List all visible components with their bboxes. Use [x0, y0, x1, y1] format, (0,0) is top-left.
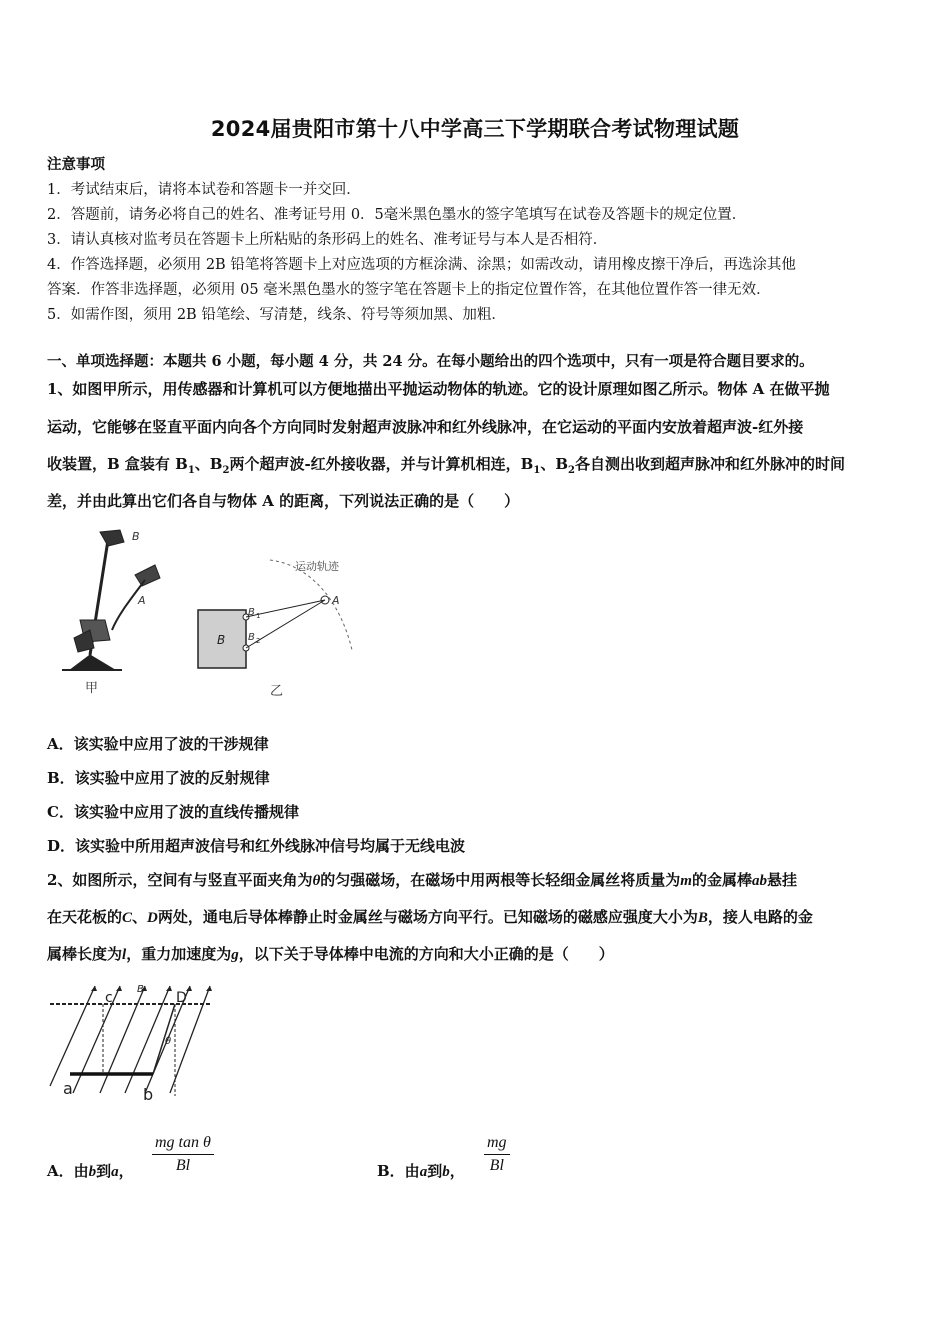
fig-label-A-jia: A: [138, 594, 146, 607]
q2-option-b-fraction: [484, 1134, 510, 1175]
q2-text-line: 2、如图所示，空间有与竖直平面夹角为θ的匀强磁场，在磁场中用两根等长轻细金属丝将质量为m的金属棒ab悬挂: [47, 871, 797, 889]
fig-label-b: b: [143, 1085, 154, 1103]
fig-label-B1-sub: 1: [256, 612, 261, 620]
q2-figure: [45, 978, 220, 1103]
q2-option-a: A．由b到a，: [47, 1162, 134, 1180]
notice-item: 4．作答选择题，必须用 2B 铅笔将答题卡上对应选项的方框涂满、涂黑；如需改动，请用橡皮擦干净后，再选涂其他: [47, 257, 796, 273]
q2-option-b: B．由a到b，: [377, 1162, 465, 1180]
q1-figure: [60, 520, 380, 705]
fraction-denominator: Bl: [175, 1157, 191, 1174]
apparatus-yi: [198, 560, 352, 668]
notice-item: 2．答题前，请务必将自己的姓名、准考证号用 0．5毫米黑色墨水的签字笔填写在试卷及答题卡的规定位置．: [47, 207, 747, 223]
fraction-numerator: mg tan θ: [152, 1134, 214, 1155]
notice-item: 答案．作答非选择题，必须用 05 毫米黑色墨水的签字笔在答题卡上的指定位置作答，在其他位置作答一律无效．: [47, 282, 771, 298]
q1-text-line: 1、如图甲所示，用传感器和计算机可以方便地描出平抛运动物体的轨迹。它的设计原理如图乙所示。物体 A 在做平抛: [47, 380, 830, 398]
fraction-denominator: Bl: [489, 1157, 504, 1174]
notice-item: 1．考试结束后，请将本试卷和答题卡一并交回．: [47, 182, 361, 198]
q2-option-a-fraction: [152, 1134, 214, 1175]
fig-label-B2-sub: 2: [256, 637, 261, 645]
fig-label-B-box: B: [217, 633, 226, 647]
q1-option-a: A．该实验中应用了波的干涉规律: [47, 735, 269, 753]
notice-heading: 注意事项: [47, 156, 105, 173]
fig-label-theta: θ: [165, 1036, 172, 1047]
notice-item: 5．如需作图，须用 2B 铅笔绘、写清楚，线条、符号等须加黑、加粗．: [47, 307, 506, 323]
q1-option-d: D．该实验中所用超声波信号和红外线脉冲信号均属于无线电波: [47, 837, 466, 855]
fig-caption-yi: 乙: [270, 684, 284, 699]
section-heading: 一、单项选择题：本题共 6 小题，每小题 4 分，共 24 分。在每小题给出的四个选项中，只有一项是符合题目要求的。: [47, 353, 814, 370]
fig-label-trajectory: 运动轨迹: [295, 560, 339, 573]
fig-label-B1: B: [248, 607, 255, 618]
fig-label-D: D: [176, 990, 187, 1006]
q1-text-line: 收装置，B 盒装有 $B_1$、$B_2$两个超声波-红外接收器，并与计算机相连，$B_1$、$B_2$各自测出收到超声脉冲和红外脉冲的时间: [47, 455, 845, 476]
page-title: 2024届贵阳市第十八中学高三下学期联合考试物理试题: [210, 117, 740, 141]
q2-text-line: 属棒长度为l，重力加速度为g，以下关于导体棒中电流的方向和大小正确的是（ ）: [47, 945, 614, 963]
fig-label-a: a: [63, 1079, 73, 1098]
fig-caption-jia: 甲: [85, 681, 99, 696]
q1-option-c: C．该实验中应用了波的直线传播规律: [47, 803, 299, 821]
fig-label-c: c: [105, 990, 113, 1006]
fig-label-B2: B: [248, 632, 255, 643]
q2-text-line: 在天花板的C、D两处，通电后导体棒静止时金属丝与磁场方向平行。已知磁场的磁感应强度大小为B，接人电路的金: [47, 908, 813, 926]
fig-label-B-jia: B: [132, 530, 140, 543]
fig-label-B: B: [137, 984, 144, 995]
q1-text-line: 运动，它能够在竖直平面内向各个方向同时发射超声波脉冲和红外线脉冲，在它运动的平面内安放着超声波-红外接: [47, 418, 804, 436]
notice-item: 3．请认真核对监考员在答题卡上所粘贴的条形码上的姓名、准考证号与本人是否相符．: [47, 232, 608, 248]
q1-option-b: B．该实验中应用了波的反射规律: [47, 769, 270, 787]
fraction-numerator: mg: [484, 1134, 510, 1155]
fig-label-A-yi: A: [332, 594, 340, 607]
q1-text-line: 差，并由此算出它们各自与物体 A 的距离，下列说法正确的是（ ）: [47, 492, 520, 510]
